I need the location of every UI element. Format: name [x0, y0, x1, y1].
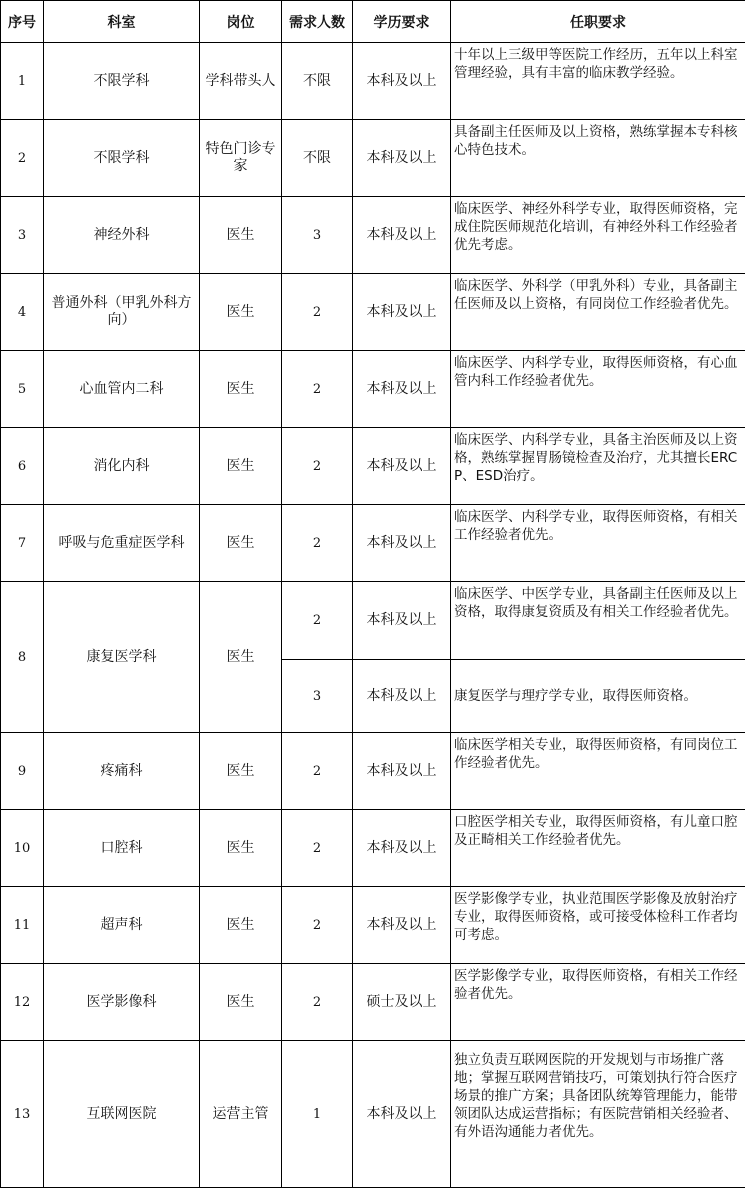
table-row	[1, 274, 745, 351]
row-dept: 不限学科	[44, 120, 200, 197]
row-req: 医学影像学专业，执业范围医学影像及放射治疗专业，取得医师资格，或可接受体检科工作者均可考虑。	[451, 887, 745, 964]
row-req: 临床医学、内科学专业，具备主治医师及以上资格，熟练掌握胃肠镜检查及治疗，尤其擅长ERCP、ESD治疗。	[451, 428, 745, 505]
row-no: 11	[1, 887, 44, 964]
row-dept: 医学影像科	[44, 964, 200, 1041]
row-edu: 本科及以上	[353, 43, 451, 120]
row-post: 学科带头人	[200, 43, 282, 120]
row-req: 具备副主任医师及以上资格，熟练掌握本专科核心特色技术。	[451, 120, 745, 197]
row-no: 9	[1, 733, 44, 810]
row-dept: 超声科	[44, 887, 200, 964]
row-no: 5	[1, 351, 44, 428]
row-req: 临床医学、中医学专业，具备副主任医师及以上资格，取得康复资质及有相关工作经验者优先。	[451, 582, 745, 660]
row-count: 2	[282, 505, 353, 582]
row-dept: 心血管内二科	[44, 351, 200, 428]
row-no: 4	[1, 274, 44, 351]
table-row	[1, 810, 745, 887]
row-dept: 不限学科	[44, 43, 200, 120]
row-dept: 神经外科	[44, 197, 200, 274]
row-edu: 本科及以上	[353, 197, 451, 274]
row-no: 8	[1, 582, 44, 733]
row-edu: 本科及以上	[353, 582, 451, 660]
table-row	[1, 428, 745, 505]
header-post: 岗位	[200, 1, 282, 43]
row-post: 医生	[200, 887, 282, 964]
row-count: 2	[282, 964, 353, 1041]
header-row	[1, 1, 745, 43]
row-post: 医生	[200, 733, 282, 810]
table-row	[1, 351, 745, 428]
row-post: 医生	[200, 197, 282, 274]
row-count: 不限	[282, 120, 353, 197]
row-count: 不限	[282, 43, 353, 120]
table-row	[1, 733, 745, 810]
row-req: 临床医学、外科学（甲乳外科）专业，具备副主任医师及以上资格，有同岗位工作经验者优先。	[451, 274, 745, 351]
row-edu: 本科及以上	[353, 887, 451, 964]
row-post: 运营主管	[200, 1041, 282, 1188]
row-post: 医生	[200, 810, 282, 887]
row-edu: 本科及以上	[353, 274, 451, 351]
table-row	[1, 197, 745, 274]
table-row	[1, 887, 745, 964]
row-edu: 硕士及以上	[353, 964, 451, 1041]
row-count: 2	[282, 582, 353, 660]
header-dept: 科室	[44, 1, 200, 43]
row-edu: 本科及以上	[353, 120, 451, 197]
table-row	[1, 964, 745, 1041]
row-req: 口腔医学相关专业，取得医师资格，有儿童口腔及正畸相关工作经验者优先。	[451, 810, 745, 887]
header-no: 序号	[1, 1, 44, 43]
row-edu: 本科及以上	[353, 351, 451, 428]
row-no: 12	[1, 964, 44, 1041]
row-req: 临床医学、内科学专业，取得医师资格，有心血管内科工作经验者优先。	[451, 351, 745, 428]
row-dept: 呼吸与危重症医学科	[44, 505, 200, 582]
table-row	[1, 582, 745, 660]
row-count: 2	[282, 887, 353, 964]
row-count: 2	[282, 733, 353, 810]
row-dept: 互联网医院	[44, 1041, 200, 1188]
table-row	[1, 43, 745, 120]
row-no: 13	[1, 1041, 44, 1188]
row-req: 临床医学、内科学专业，取得医师资格，有相关工作经验者优先。	[451, 505, 745, 582]
row-count: 2	[282, 428, 353, 505]
row-req: 独立负责互联网医院的开发规划与市场推广落地；掌握互联网营销技巧，可策划执行符合医疗场景的推广方案；具备团队统筹管理能力，能带领团队达成运营指标；有医院营销相关经验者、有外语沟通能力者优先。	[451, 1041, 745, 1188]
row-post: 医生	[200, 964, 282, 1041]
row-edu: 本科及以上	[353, 1041, 451, 1188]
table-row	[1, 1041, 745, 1188]
row-no: 6	[1, 428, 44, 505]
row-req: 医学影像学专业，取得医师资格，有相关工作经验者优先。	[451, 964, 745, 1041]
row-edu: 本科及以上	[353, 660, 451, 733]
row-count: 2	[282, 351, 353, 428]
row-dept: 疼痛科	[44, 733, 200, 810]
row-count: 2	[282, 274, 353, 351]
row-no: 10	[1, 810, 44, 887]
row-edu: 本科及以上	[353, 505, 451, 582]
row-no: 2	[1, 120, 44, 197]
row-count: 1	[282, 1041, 353, 1188]
row-count: 2	[282, 810, 353, 887]
row-req: 康复医学与理疗学专业，取得医师资格。	[451, 660, 745, 733]
table-row	[1, 505, 745, 582]
row-dept: 康复医学科	[44, 582, 200, 733]
row-no: 3	[1, 197, 44, 274]
row-req: 十年以上三级甲等医院工作经历，五年以上科室管理经验，具有丰富的临床教学经验。	[451, 43, 745, 120]
row-req: 临床医学、神经外科学专业，取得医师资格，完成住院医师规范化培训，有神经外科工作经验者优先考虑。	[451, 197, 745, 274]
row-post: 医生	[200, 351, 282, 428]
row-count: 3	[282, 197, 353, 274]
row-req: 临床医学相关专业，取得医师资格，有同岗位工作经验者优先。	[451, 733, 745, 810]
row-edu: 本科及以上	[353, 810, 451, 887]
row-post: 医生	[200, 505, 282, 582]
row-post: 特色门诊专家	[200, 120, 282, 197]
header-edu: 学历要求	[353, 1, 451, 43]
row-post: 医生	[200, 274, 282, 351]
row-edu: 本科及以上	[353, 428, 451, 505]
table-row	[1, 120, 745, 197]
row-no: 7	[1, 505, 44, 582]
row-post: 医生	[200, 428, 282, 505]
row-dept: 消化内科	[44, 428, 200, 505]
row-dept: 普通外科（甲乳外科方向）	[44, 274, 200, 351]
header-count: 需求人数	[282, 1, 353, 43]
row-edu: 本科及以上	[353, 733, 451, 810]
header-req: 任职要求	[451, 1, 745, 43]
row-no: 1	[1, 43, 44, 120]
row-dept: 口腔科	[44, 810, 200, 887]
row-post: 医生	[200, 582, 282, 733]
row-count: 3	[282, 660, 353, 733]
